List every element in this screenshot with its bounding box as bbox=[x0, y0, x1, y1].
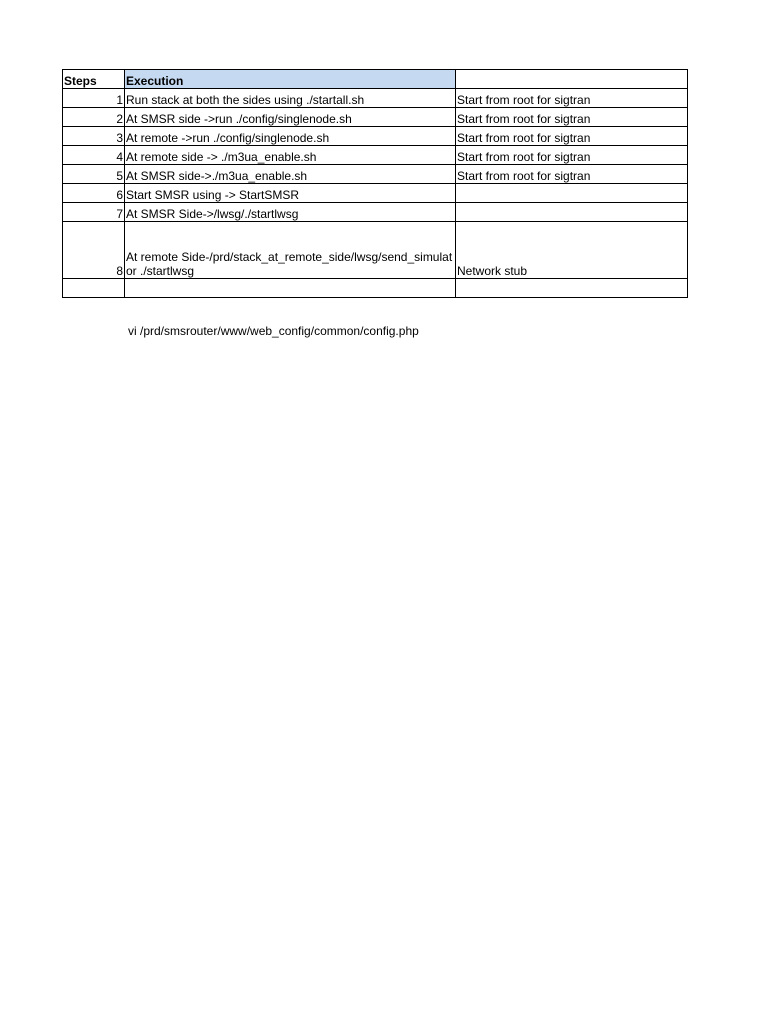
table-header-row bbox=[63, 70, 688, 89]
table-row bbox=[63, 89, 688, 108]
table-row bbox=[63, 203, 688, 222]
execution-cell[interactable]: Start SMSR using -> StartSMSR bbox=[125, 184, 456, 203]
execution-cell[interactable]: At remote side -> ./m3ua_enable.sh bbox=[125, 146, 456, 165]
execution-cell[interactable]: At SMSR Side->/lwsg/./startlwsg bbox=[125, 203, 456, 222]
notes-cell[interactable]: Start from root for sigtran bbox=[456, 165, 688, 184]
notes-cell[interactable] bbox=[456, 279, 688, 298]
notes-cell[interactable]: Start from root for sigtran bbox=[456, 127, 688, 146]
step-number-cell[interactable]: 2 bbox=[63, 108, 125, 127]
table-row bbox=[63, 146, 688, 165]
table-row bbox=[63, 184, 688, 203]
table-row bbox=[63, 222, 688, 279]
execution-cell[interactable]: At SMSR side ->run ./config/singlenode.sh bbox=[125, 108, 456, 127]
notes-cell[interactable]: Start from root for sigtran bbox=[456, 89, 688, 108]
execution-cell[interactable] bbox=[125, 279, 456, 298]
table-row bbox=[63, 279, 688, 298]
step-number-cell[interactable]: 6 bbox=[63, 184, 125, 203]
table-row bbox=[63, 127, 688, 146]
table-row bbox=[63, 108, 688, 127]
step-number-cell[interactable]: 1 bbox=[63, 89, 125, 108]
config-path-note[interactable]: vi /prd/smsrouter/www/web_config/common/config.php bbox=[128, 324, 419, 338]
notes-cell[interactable] bbox=[456, 203, 688, 222]
execution-cell[interactable]: At SMSR side->./m3ua_enable.sh bbox=[125, 165, 456, 184]
notes-cell[interactable]: Start from root for sigtran bbox=[456, 146, 688, 165]
steps-table bbox=[62, 69, 688, 298]
step-number-cell[interactable]: 8 bbox=[63, 222, 125, 279]
notes-cell[interactable]: Network stub bbox=[456, 222, 688, 279]
step-number-cell[interactable]: 5 bbox=[63, 165, 125, 184]
header-execution[interactable]: Execution bbox=[125, 70, 456, 89]
step-number-cell[interactable] bbox=[63, 279, 125, 298]
header-notes[interactable] bbox=[456, 70, 688, 89]
execution-cell[interactable]: At remote ->run ./config/singlenode.sh bbox=[125, 127, 456, 146]
step-number-cell[interactable]: 3 bbox=[63, 127, 125, 146]
notes-cell[interactable]: Start from root for sigtran bbox=[456, 108, 688, 127]
step-number-cell[interactable]: 4 bbox=[63, 146, 125, 165]
execution-cell[interactable]: Run stack at both the sides using ./startall.sh bbox=[125, 89, 456, 108]
header-steps[interactable]: Steps bbox=[63, 70, 125, 89]
table-row bbox=[63, 165, 688, 184]
execution-cell[interactable]: At remote Side-/prd/stack_at_remote_side/lwsg/send_simulator ./startlwsg bbox=[125, 222, 456, 279]
step-number-cell[interactable]: 7 bbox=[63, 203, 125, 222]
notes-cell[interactable] bbox=[456, 184, 688, 203]
